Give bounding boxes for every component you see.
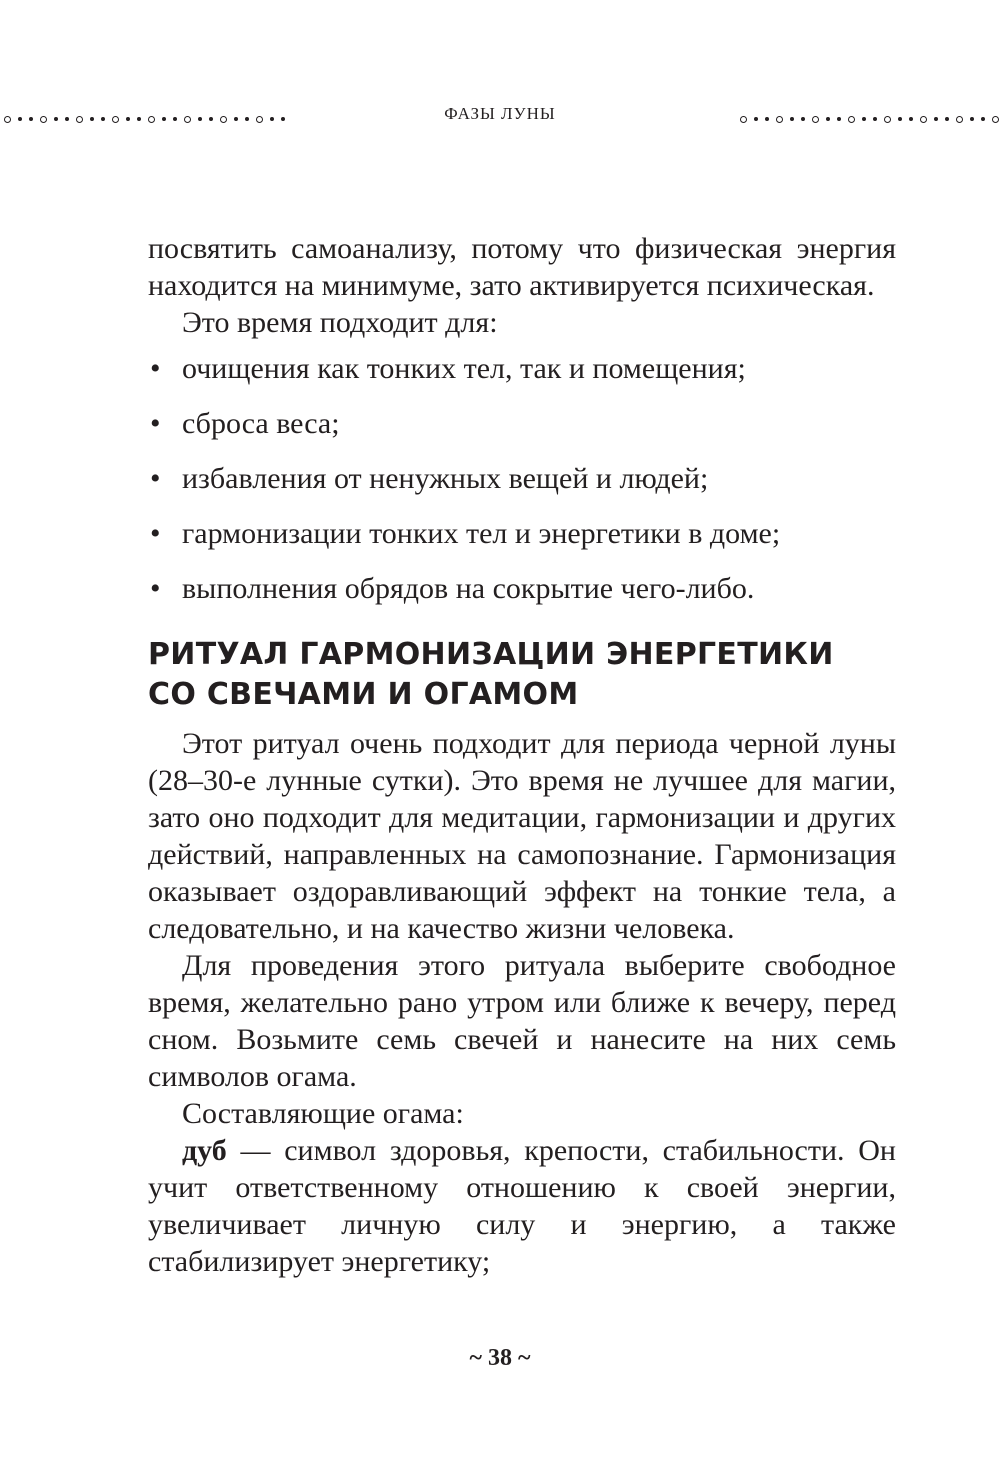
running-head xyxy=(0,104,1000,132)
decorative-dot-icon xyxy=(837,117,841,121)
bullet-icon: • xyxy=(150,352,161,385)
list-item-text: выполнения обрядов на сокрытие чего-либо. xyxy=(182,572,755,605)
list-item-text: гармонизации тонких тел и энергетики в доме; xyxy=(182,517,781,550)
decorative-dot-icon xyxy=(765,117,769,121)
list-item-text: сброса веса; xyxy=(182,407,340,440)
paragraph-ritual-preparation: Для проведения этого ритуала выберите свободное время, желательно рано утром или ближе к вечеру, перед сном. Возьмите семь свечей и нанесите на них семь символов огама. xyxy=(148,949,896,1093)
list-item xyxy=(148,460,896,497)
decorative-dot-icon xyxy=(790,117,794,121)
decorative-dot-icon xyxy=(992,116,999,123)
decorative-dot-icon xyxy=(909,117,913,121)
decorative-dot-icon xyxy=(898,117,902,121)
decorative-dot-icon xyxy=(920,116,927,123)
bullet-icon: • xyxy=(150,517,161,550)
paragraph-continued: посвятить самоанализу, потому что физическая энергия находится на минимуме, зато активируется психическая. xyxy=(148,232,896,302)
list-intro: Это время подходит для: xyxy=(182,306,498,339)
list-item xyxy=(148,405,896,442)
decorative-dot-icon xyxy=(812,116,819,123)
decorative-dot-icon xyxy=(934,117,938,121)
list-item xyxy=(148,570,896,607)
decorative-dot-icon xyxy=(754,117,758,121)
decorative-dot-icon xyxy=(981,117,985,121)
decorative-dot-icon xyxy=(970,117,974,121)
decorative-dot-icon xyxy=(776,116,783,123)
running-head-title: ФАЗЫ ЛУНЫ xyxy=(444,104,556,123)
decorative-dot-rule-right xyxy=(740,112,1000,126)
paragraph-term-oak xyxy=(148,1132,896,1280)
bullet-icon: • xyxy=(150,462,161,495)
decorative-dot-icon xyxy=(873,117,877,121)
paragraph-ritual-intro: Этот ритуал очень подходит для периода черной луны (28–30-е лунные сутки). Это время не лучшее для магии, зато оно подходит для медитации, гармонизации и других действий, направленных на самопознание. Гармонизация оказывает оздоравливающий эффект на тонкие тела, а следовательно, и на качество жизни человека. xyxy=(148,727,896,945)
bullet-icon: • xyxy=(150,407,161,440)
decorative-dot-icon xyxy=(956,116,963,123)
body-text xyxy=(148,230,896,1280)
list-item-text: избавления от ненужных вещей и людей; xyxy=(182,462,709,495)
decorative-dot-icon xyxy=(884,116,891,123)
decorative-dot-icon xyxy=(740,116,747,123)
page-number: ~ 38 ~ xyxy=(469,1345,531,1371)
decorative-dot-icon xyxy=(945,117,949,121)
decorative-dot-icon xyxy=(826,117,830,121)
list-item xyxy=(148,350,896,387)
section-heading-line-2: СО СВЕЧАМИ И ОГАМОМ xyxy=(148,677,579,712)
decorative-dot-icon xyxy=(848,116,855,123)
term-oak: дуб xyxy=(182,1134,227,1167)
decorative-dot-icon xyxy=(801,117,805,121)
decorative-dot-icon xyxy=(862,117,866,121)
list-item-text: очищения как тонких тел, так и помещения; xyxy=(182,352,746,385)
list-item xyxy=(148,515,896,552)
section-heading-line-1: РИТУАЛ ГАРМОНИЗАЦИИ ЭНЕРГЕТИКИ xyxy=(148,637,834,672)
bullet-icon: • xyxy=(150,572,161,605)
components-intro: Составляющие огама: xyxy=(182,1097,464,1130)
term-oak-definition: — символ здоровья, крепости, стабильности. Он учит ответственному отношению к своей энергии, увеличивает личную силу и энергию, а также стабилизирует энергетику; xyxy=(148,1134,896,1278)
bullet-list xyxy=(148,350,896,607)
section-heading xyxy=(148,635,896,715)
